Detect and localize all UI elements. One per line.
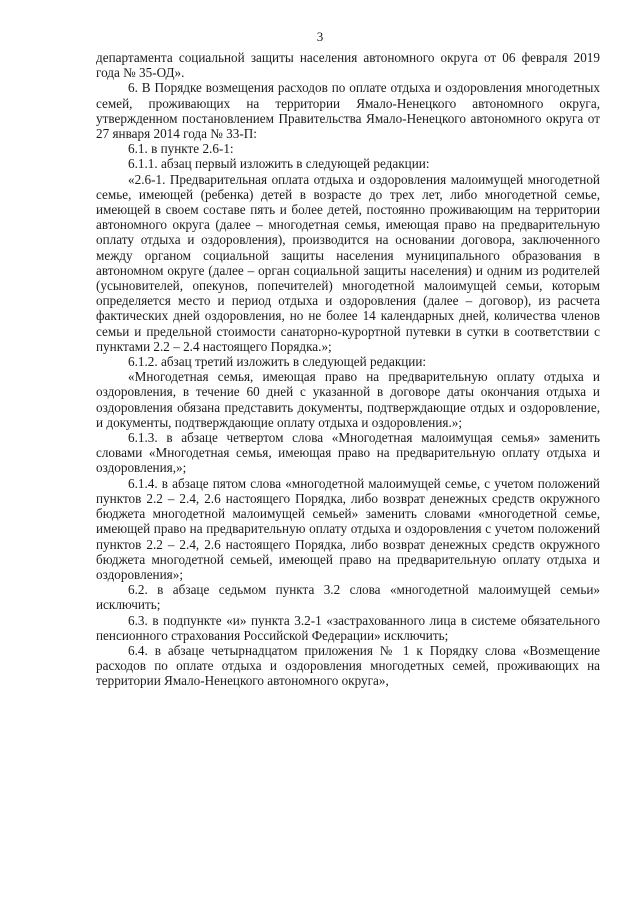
- paragraph: 6.1.1. абзац первый изложить в следующей редакции:: [128, 156, 430, 172]
- paragraph: 6.1.3. в абзаце четвертом слова «Многодетная малоимущая семья» заменить словами «Многодетная семья, имеющая право на предварительную оплату отдыха и оздоровления,»;: [96, 430, 600, 476]
- paragraph: департамента социальной защиты населения автономного округа от 06 февраля 2019 года № 35-ОД».: [96, 50, 600, 81]
- paragraph: «Многодетная семья, имеющая право на предварительную оплату отдыха и оздоровления, в течение 60 дней с указанной в договоре даты окончания отдыха и оздоровления обязана представить документы, подтверждающие отдых и оздоровление, и документы, подтверждающие оплату отдыха и оздоровления.»;: [96, 369, 600, 430]
- paragraph: 6.1. в пункте 2.6-1:: [128, 141, 234, 157]
- document-body: [96, 50, 600, 689]
- paragraph: 6. В Порядке возмещения расходов по оплате отдыха и оздоровления многодетных семей, проживающих на территории Ямало-Ненецкого автономного округа, утвержденном постановлением Правительства Ямало-Ненецкого автономного округа от 27 января 2014 года № 33-П:: [96, 80, 600, 142]
- paragraph: 6.1.4. в абзаце пятом слова «многодетной малоимущей семье, с учетом положений пунктов 2.2 – 2.4, 2.6 настоящего Порядка, либо возврат денежных средств окружного бюджета многодетной малоимущей семьей» заменить словами «многодетной семье, имеющей право на предварительную оплату отдыха и оздоровления с учетом положений пунктов 2.2 – 2.4, 2.6 настоящего Порядка, либо возврат денежных средств окружного бюджета многодетной семьей, имеющей право на предварительную оплату отдыха и оздоровления»;: [96, 475, 600, 582]
- paragraph: 6.4. в абзаце четырнадцатом приложения № 1 к Порядку слова «Возмещение расходов по оплате отдыха и оздоровления многодетных семей, проживающих на территории Ямало-Ненецкого автономного округа»,: [96, 642, 600, 689]
- paragraph: 6.1.2. абзац третий изложить в следующей редакции:: [128, 354, 427, 370]
- paragraph: 6.2. в абзаце седьмом пункта 3.2 слова «многодетной малоимущей семьи» исключить;: [96, 582, 600, 613]
- page-number: 3: [316, 29, 324, 44]
- paragraph: «2.6-1. Предварительная оплата отдыха и оздоровления малоимущей многодетной семье, имеющей (ребенка) детей в возрасте до трех лет, либо многодетной семье, имеющей в своем составе пять и более детей, постоянно проживающим на территории автономного округа (далее – многодетная семья, имеющая право на предварительную оплату отдыха и оздоровления), производится на основании договора, заключенного между органом социальной защиты населения муниципального образования в автономном округе (далее – орган социальной защиты населения) и одним из родителей (усыновителей, опекунов, попечителей) многодетной малоимущей семьи, которым определяется место и период отдыха и оздоровления (далее – договор), из расчета фактических дней оздоровления, но не более 14 календарных дней, количества членов семьи и предельной стоимости санаторно-курортной путевки в сутки в соответствии с пунктами 2.2 – 2.4 настоящего Порядка.»;: [96, 171, 600, 354]
- paragraph: 6.3. в подпункте «и» пункта 3.2-1 «застрахованного лица в системе обязательного пенсионного страхования Российской Федерации» исключить;: [96, 612, 600, 643]
